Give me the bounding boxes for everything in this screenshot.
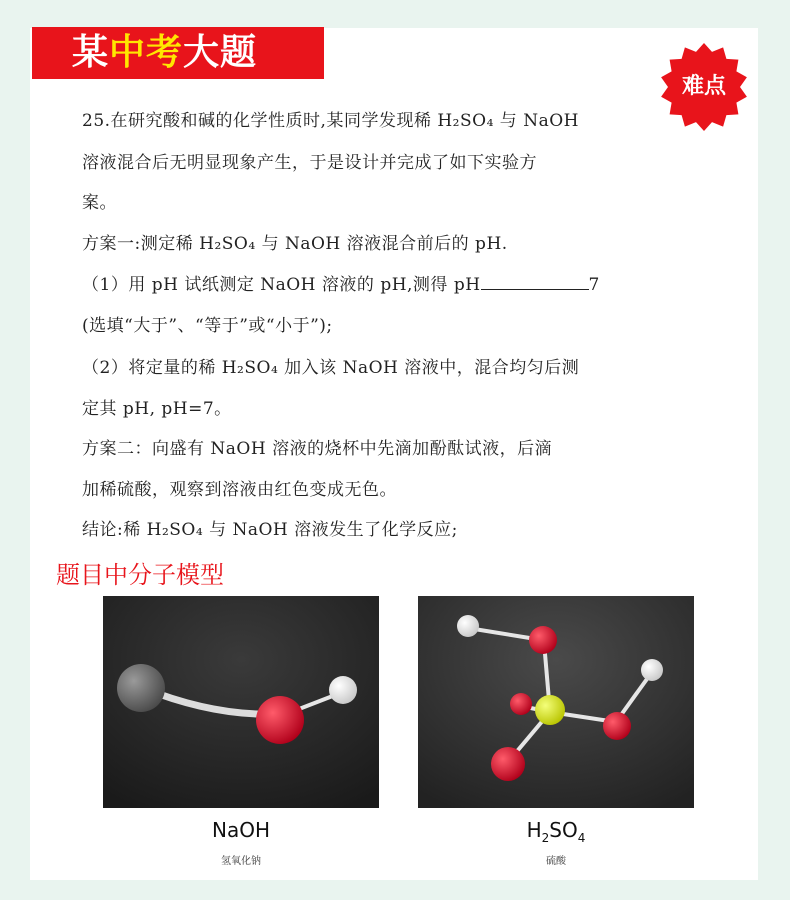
naoh-name: 氢氧化钠 <box>221 856 261 867</box>
naoh-formula: NaOH <box>212 818 270 842</box>
question-line: 溶液混合后无明显现象产生，于是设计并完成了如下实验方 <box>82 153 537 173</box>
question-line: 案。 <box>82 193 117 213</box>
question-line: （2）将定量的稀 H₂SO₄ 加入该 NaOH 溶液中，混合均匀后测 <box>82 358 580 378</box>
difficulty-badge <box>659 42 749 132</box>
formula-subscript: 4 <box>577 831 586 845</box>
question-line: 方案二：向盛有 NaOH 溶液的烧杯中先滴加酚酞试液，后滴 <box>82 439 553 459</box>
banner-part1: 某 <box>72 32 110 73</box>
badge-label: 难点 <box>681 74 726 99</box>
h2so4-name: 硫酸 <box>546 856 566 867</box>
question-text: 7 <box>588 275 600 295</box>
question-line-fill-blank <box>82 270 600 295</box>
question-line: 方案一:测定稀 H₂SO₄ 与 NaOH 溶液混合前后的 pH. <box>82 234 508 254</box>
question-line: (选填“大于”、“等于”或“小于”); <box>82 316 333 336</box>
banner-part3: 大题 <box>183 32 258 73</box>
question-line: 结论:稀 H₂SO₄ 与 NaOH 溶液发生了化学反应; <box>82 520 458 540</box>
banner-part2: 中考 <box>109 32 184 73</box>
title-banner <box>32 27 324 79</box>
formula-part: SO <box>549 818 578 842</box>
naoh-model-photo <box>103 596 379 808</box>
answer-blank <box>481 288 589 290</box>
h2so4-formula <box>418 818 694 845</box>
question-text: （1）用 pH 试纸测定 NaOH 溶液的 pH,测得 pH <box>82 275 481 295</box>
formula-part: H <box>526 818 542 842</box>
section-title: 题目中分子模型 <box>56 561 224 589</box>
h2so4-model-photo <box>418 596 694 808</box>
question-line: 25.在研究酸和碱的化学性质时,某同学发现稀 H₂SO₄ 与 NaOH <box>82 111 579 131</box>
formula-subscript: 2 <box>541 831 550 845</box>
question-line: 加稀硫酸，观察到溶液由红色变成无色。 <box>82 480 397 500</box>
question-line: 定其 pH, pH=7。 <box>82 399 232 419</box>
